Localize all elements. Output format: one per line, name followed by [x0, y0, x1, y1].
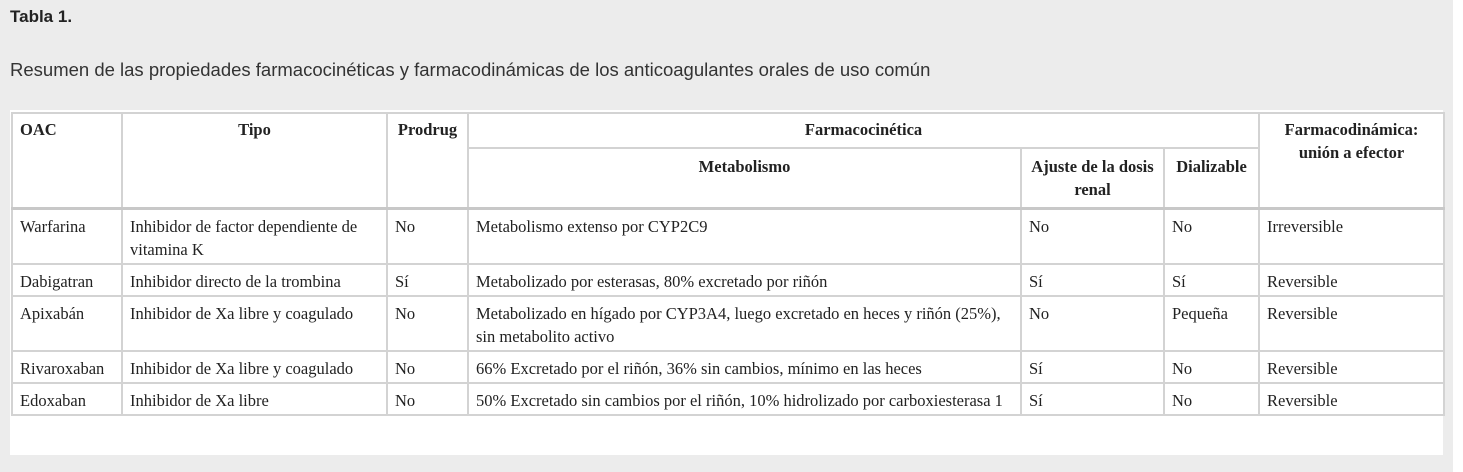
- header-dializable: Dializable: [1164, 148, 1259, 209]
- cell-metabolismo: Metabolizado en hígado por CYP3A4, luego excretado en heces y riñón (25%), sin metabolito activo: [468, 296, 1021, 351]
- table-title: Tabla 1.: [10, 7, 73, 26]
- cell-oac: Rivaroxaban: [12, 351, 122, 383]
- table-row: [12, 264, 1444, 296]
- header-tipo: Tipo: [122, 113, 387, 209]
- cell-ajuste: Sí: [1021, 351, 1164, 383]
- cell-tipo: Inhibidor de Xa libre y coagulado: [122, 296, 387, 351]
- cell-metabolismo: Metabolismo extenso por CYP2C9: [468, 209, 1021, 265]
- cell-tipo: Inhibidor directo de la trombina: [122, 264, 387, 296]
- cell-ajuste: No: [1021, 296, 1164, 351]
- cell-tipo: Inhibidor de Xa libre: [122, 383, 387, 415]
- cell-farmacodinamica: Reversible: [1259, 383, 1444, 415]
- cell-prodrug: No: [387, 296, 468, 351]
- cell-ajuste: Sí: [1021, 383, 1164, 415]
- table-row: [12, 351, 1444, 383]
- header-row-top: [12, 113, 1444, 148]
- cell-oac: Dabigatran: [12, 264, 122, 296]
- cell-oac: Apixabán: [12, 296, 122, 351]
- table-row: [12, 209, 1444, 265]
- cell-prodrug: No: [387, 209, 468, 265]
- cell-prodrug: No: [387, 351, 468, 383]
- cell-dializable: Sí: [1164, 264, 1259, 296]
- cell-metabolismo: Metabolizado por esterasas, 80% excretado por riñón: [468, 264, 1021, 296]
- header-ajuste: Ajuste de la dosis renal: [1021, 148, 1164, 209]
- header-prodrug: Prodrug: [387, 113, 468, 209]
- cell-dializable: No: [1164, 209, 1259, 265]
- cell-prodrug: Sí: [387, 264, 468, 296]
- cell-metabolismo: 50% Excretado sin cambios por el riñón, 10% hidrolizado por carboxiesterasa 1: [468, 383, 1021, 415]
- cell-ajuste: No: [1021, 209, 1164, 265]
- cell-dializable: No: [1164, 383, 1259, 415]
- header-metabolismo: Metabolismo: [468, 148, 1021, 209]
- cell-farmacodinamica: Reversible: [1259, 351, 1444, 383]
- anticoagulant-table: [11, 112, 1445, 416]
- header-farmacodinamica: Farmacodinámica: unión a efector: [1259, 113, 1444, 209]
- cell-oac: Warfarina: [12, 209, 122, 265]
- cell-dializable: Pequeña: [1164, 296, 1259, 351]
- cell-dializable: No: [1164, 351, 1259, 383]
- cell-tipo: Inhibidor de factor dependiente de vitamina K: [122, 209, 387, 265]
- table-row: [12, 383, 1444, 415]
- cell-farmacodinamica: Reversible: [1259, 264, 1444, 296]
- cell-farmacodinamica: Irreversible: [1259, 209, 1444, 265]
- header-farmacocinetica: Farmacocinética: [468, 113, 1259, 148]
- cell-prodrug: No: [387, 383, 468, 415]
- cell-tipo: Inhibidor de Xa libre y coagulado: [122, 351, 387, 383]
- cell-farmacodinamica: Reversible: [1259, 296, 1444, 351]
- table-caption: Resumen de las propiedades farmacocinéticas y farmacodinámicas de los anticoagulantes orales de uso común: [10, 59, 931, 80]
- cell-oac: Edoxaban: [12, 383, 122, 415]
- table-container: [10, 110, 1443, 455]
- table-row: [12, 296, 1444, 351]
- header-oac: OAC: [12, 113, 122, 209]
- cell-ajuste: Sí: [1021, 264, 1164, 296]
- cell-metabolismo: 66% Excretado por el riñón, 36% sin cambios, mínimo en las heces: [468, 351, 1021, 383]
